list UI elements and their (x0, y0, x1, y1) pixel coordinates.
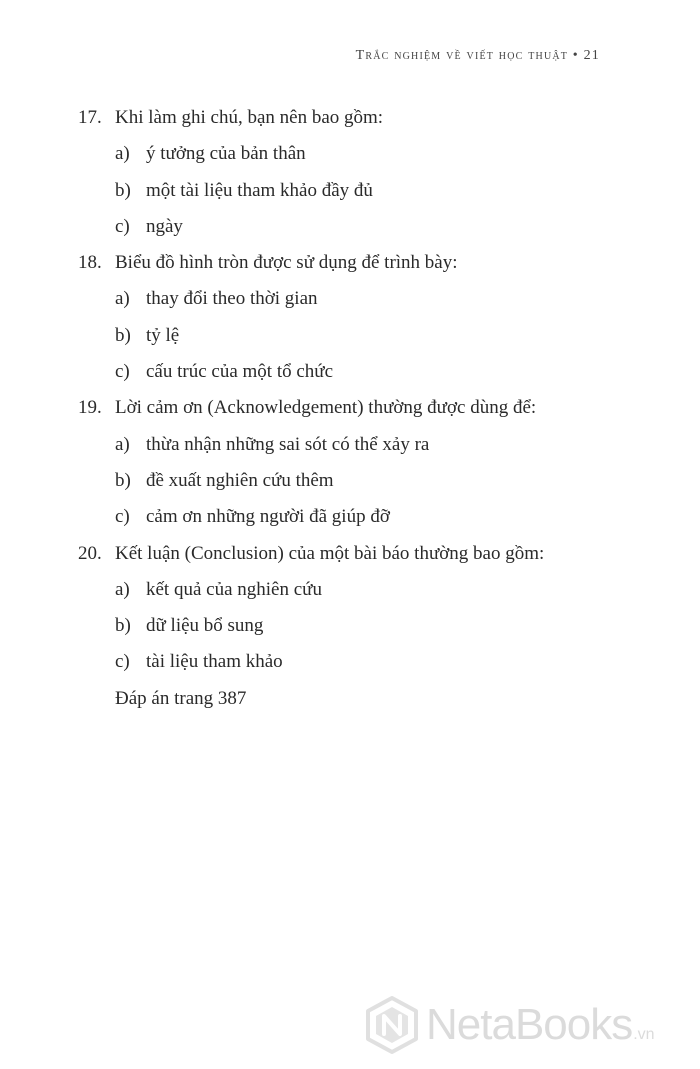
option-letter: a) (115, 433, 130, 455)
question-18 (78, 245, 638, 281)
question-text: Biểu đồ hình tròn được sử dụng để trình bày: (115, 252, 458, 274)
option-letter: c) (115, 506, 130, 528)
option-20-c (78, 644, 638, 680)
option-text: cấu trúc của một tổ chức (146, 361, 334, 383)
question-number: 20. (78, 542, 102, 564)
question-19 (78, 390, 638, 426)
option-letter: b) (115, 615, 131, 637)
option-letter: b) (115, 469, 131, 491)
option-20-b (78, 608, 638, 644)
watermark-brand (426, 1000, 655, 1050)
option-19-a (78, 427, 638, 463)
option-letter: a) (115, 143, 130, 165)
netabooks-n-logo-icon (362, 995, 422, 1055)
option-text: một tài liệu tham khảo đầy đủ (146, 179, 373, 201)
option-text: tỷ lệ (146, 324, 180, 346)
option-letter: b) (115, 324, 131, 346)
question-number: 17. (78, 107, 102, 128)
option-text: tài liệu tham khảo (146, 651, 283, 673)
option-letter: a) (115, 578, 130, 600)
question-20 (78, 536, 638, 572)
option-17-b (78, 173, 638, 209)
option-letter: c) (115, 651, 130, 673)
option-20-a (78, 572, 638, 608)
option-18-c (78, 354, 638, 390)
option-18-b (78, 318, 638, 354)
option-text: dữ liệu bổ sung (146, 615, 264, 637)
question-17 (78, 100, 638, 136)
option-18-a (78, 281, 638, 317)
watermark-brand-suffix: .vn (633, 1026, 655, 1043)
question-text: Lời cảm ơn (Acknowledgement) thường được dùng để: (115, 397, 537, 419)
question-number: 18. (78, 252, 102, 274)
option-letter: a) (115, 288, 130, 310)
question-number: 19. (78, 397, 102, 419)
option-19-c (78, 499, 638, 535)
option-text: thừa nhận những sai sót có thể xảy ra (146, 433, 430, 455)
option-letter: c) (115, 361, 130, 383)
question-text: Khi làm ghi chú, bạn nên bao gồm: (115, 107, 384, 128)
option-text: kết quả của nghiên cứu (146, 578, 322, 600)
netabooks-watermark (362, 995, 655, 1055)
option-letter: b) (115, 179, 131, 201)
option-text: cảm ơn những người đã giúp đỡ (146, 506, 390, 528)
option-17-a (78, 136, 638, 172)
option-17-c (78, 209, 638, 245)
option-19-b (78, 463, 638, 499)
running-head: Trắc nghiệm về viết học thuật • 21 (355, 48, 600, 63)
answer-page-note: Đáp án trang 387 (115, 687, 247, 709)
question-text: Kết luận (Conclusion) của một bài báo thường bao gồm: (115, 542, 545, 564)
option-text: thay đổi theo thời gian (146, 288, 318, 310)
watermark-brand-name: NetaBooks (426, 1000, 633, 1049)
option-letter: c) (115, 215, 130, 237)
option-text: ngày (146, 215, 183, 237)
quiz-content (78, 100, 638, 717)
option-text: đề xuất nghiên cứu thêm (146, 469, 334, 491)
option-text: ý tưởng của bản thân (146, 143, 306, 165)
